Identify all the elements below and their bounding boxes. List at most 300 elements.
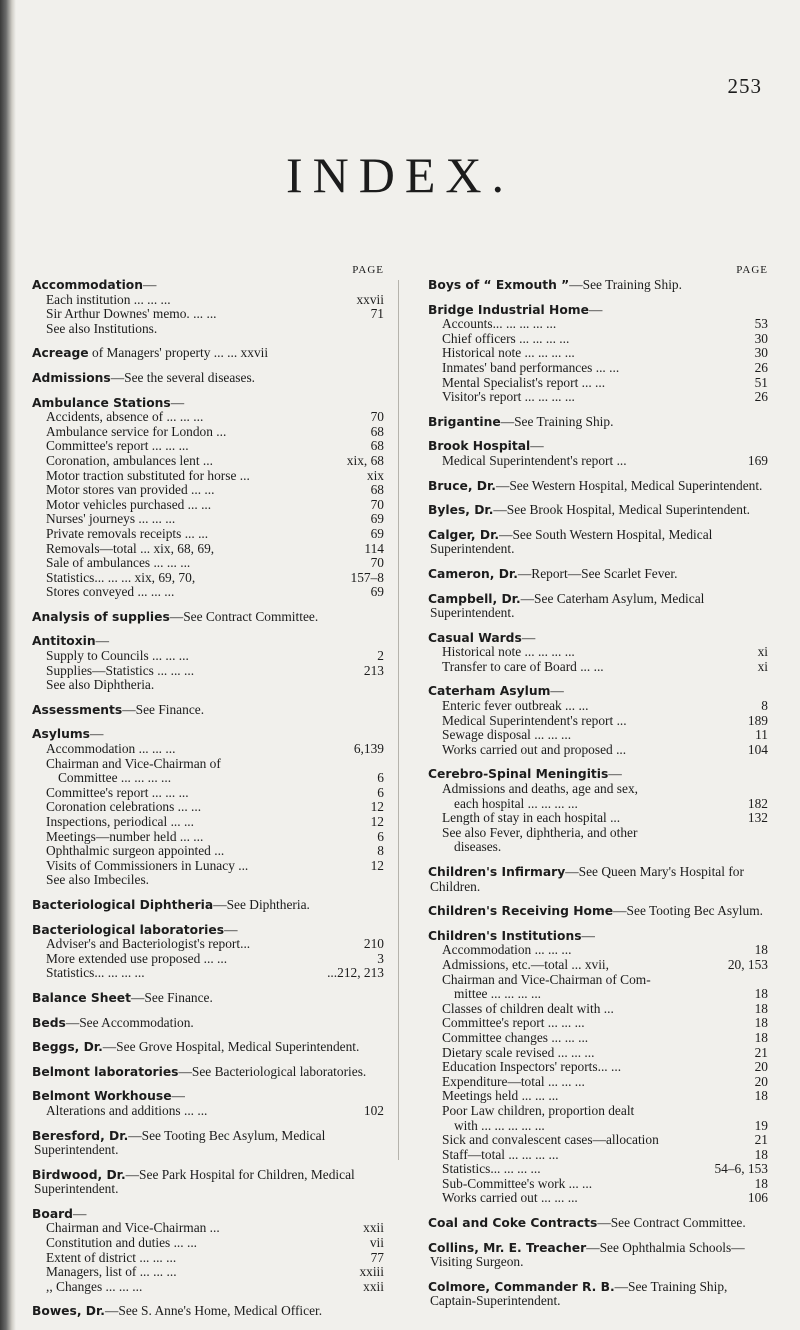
subentry-text: Poor Law children, proportion dealt [442,1102,635,1118]
page-reference: 18 [754,1015,768,1031]
index-entry-text: —See Training Ship. [500,413,614,429]
index-headword: Bruce, Dr. [428,478,496,493]
subentry-text: Motor traction substituted for horse ... [46,467,250,483]
index-entry-heading [430,631,768,646]
page-reference: 77 [370,1249,384,1265]
index-headword: Campbell, Dr. [428,591,521,606]
index-headword: Balance Sheet [32,990,132,1005]
index-entry-text: of Managers' property ... ... xxvii [88,345,269,361]
index-entry-text: — [550,683,564,699]
index-entry-heading [430,684,768,699]
index-entry-heading [34,923,384,938]
index-subentry [34,786,384,801]
index-column-right [430,262,768,1319]
page-reference: 18 [754,1146,768,1162]
page-reference: 70 [370,409,384,425]
subentry-text: Coronation, ambulances lent ... [46,452,213,468]
subentry-text: Stores conveyed ... ... ... [46,584,175,600]
index-subentry [34,742,384,757]
index-headword: Colmore, Commander R. B. [428,1279,615,1294]
page-reference: xxii [363,1278,384,1294]
page-reference: 12 [370,814,384,829]
subentry-text: Accidents, absence of ... ... ... [46,409,204,425]
index-headword: Bacteriological Diphtheria [32,897,214,912]
index-entry [34,1016,384,1031]
index-entry [34,396,384,600]
subentry-text: Chairman and Vice-Chairman of Com- [442,971,651,987]
index-headword: Belmont Workhouse [32,1089,172,1104]
index-headword: Bowes, Dr. [32,1304,105,1319]
index-entry-text: —See Accommodation. [65,1014,194,1030]
index-entry [430,567,768,582]
index-entry-text: —See South Western Hospital, Medical Superintendent. [430,526,713,557]
index-subentry [34,1221,384,1236]
page-reference: 6 [377,784,384,800]
page-reference: 18 [754,1000,768,1016]
subentry-text: Committee ... ... ... ... [58,770,172,786]
index-subentry [34,815,384,830]
index-subentry [430,973,768,988]
subentry-text: Inspections, periodical ... ... [46,814,195,829]
index-subentry [430,1177,768,1192]
subentry-text: Chairman and Vice-Chairman of [46,755,221,771]
subentry-text: Committee's report ... ... ... [442,1015,585,1031]
index-headword: Collins, Mr. E. Treacher [428,1240,587,1255]
index-entry [430,631,768,675]
index-headword: Beggs, Dr. [32,1040,103,1055]
index-entry-text: — [170,394,185,410]
subentry-text: Sale of ambulances ... ... ... [46,555,191,571]
index-subentry [430,361,768,376]
index-entry [34,634,384,692]
subentry-text: Supply to Councils ... ... ... [46,648,189,664]
subentry-text: Private removals receipts ... ... [46,525,209,541]
index-entries-right [430,278,768,1309]
index-subentry [34,771,384,786]
index-entry [430,592,768,621]
subentry-text: Ambulance service for London ... [46,423,227,439]
index-headword: Bridge Industrial Home [428,302,589,317]
index-entry [430,865,768,894]
index-entry [430,479,768,494]
index-entry-heading [430,1280,768,1309]
subentry-text: Length of stay in each hospital ... [442,810,621,826]
index-subentry [34,757,384,772]
index-entry-text: —See S. Anne's Home, Medical Officer. [104,1303,323,1319]
index-headword: Belmont laboratories [32,1064,179,1079]
subentry-text: Medical Superintendent's report ... [442,712,627,728]
page-reference: 20 [754,1059,768,1075]
subentry-text: See also Fever, diphtheria, and other [442,824,638,840]
index-entry-text: —Report—See Scarlet Fever. [517,565,678,581]
index-subentry [34,800,384,815]
subentry-text: Classes of children dealt with ... [442,1000,614,1016]
index-subentry [430,714,768,729]
page-reference: 18 [754,1175,768,1191]
index-entry-heading [430,479,768,494]
index-subentry [430,840,768,855]
index-entry [34,1129,384,1158]
page-reference: 19 [754,1117,768,1133]
index-subentry [430,811,768,826]
index-subentry [34,1280,384,1295]
page-reference: 169 [747,452,768,468]
index-entry [430,415,768,430]
index-entry [34,1207,384,1295]
index-subentry [34,664,384,679]
page-reference: 20 [754,1073,768,1089]
subentry-text: Each institution ... ... ... [46,291,171,307]
index-subentry [430,743,768,758]
index-subentry [34,498,384,513]
subentry-text: Sub-Committee's work ... ... [442,1175,593,1191]
index-entry-text: —See Contract Committee. [169,608,319,624]
page-reference: 12 [370,857,384,873]
index-subentry [34,454,384,469]
index-subentry [34,1251,384,1266]
index-headword: Birdwood, Dr. [32,1167,126,1182]
index-subentry [430,1046,768,1061]
index-entry-text: —See the several diseases. [110,369,256,385]
index-entry [34,1168,384,1197]
index-headword: Analysis of supplies [32,609,170,624]
page-number: 253 [727,74,762,98]
subentry-text: Statistics... ... ... ... [442,1161,541,1177]
index-subentry [430,1060,768,1075]
page-reference: 26 [754,359,768,375]
index-entry-text: — [588,301,603,317]
index-entry [34,1065,384,1080]
subentry-text: Managers, list of ... ... ... [46,1264,177,1280]
index-subentry [430,1089,768,1104]
page-reference: 210 [363,936,384,952]
index-subentry [34,1104,384,1119]
index-entry-text: —See Finance. [131,989,213,1005]
subentry-text: Enteric fever outbreak ... ... [442,698,589,714]
index-entry [430,439,768,468]
index-headword: Asylums [32,727,90,742]
page-reference: 68 [370,482,384,498]
index-subentry [34,293,384,308]
subentry-text: Meetings—number held ... ... [46,828,204,844]
page-reference: 213 [363,662,384,678]
index-entry [34,346,384,361]
index-subentry [34,322,384,337]
index-subentry [34,527,384,542]
index-subentry [34,585,384,600]
subentry-text: Motor stores van provided ... ... [46,482,215,498]
index-entry-heading [34,1168,384,1197]
page-reference: 106 [747,1190,768,1206]
index-subentry [430,1104,768,1119]
index-entry [34,727,384,888]
index-subentry [34,410,384,425]
index-entries-left [34,278,384,1319]
page-reference: 6,139 [353,741,384,757]
subentry-text: Accounts... ... ... ... ... [442,316,557,332]
index-subentry [430,1191,768,1206]
index-subentry [34,1236,384,1251]
index-entry-heading [34,1304,384,1319]
index-subentry [430,1031,768,1046]
page-reference: 30 [754,345,768,361]
index-subentry [34,483,384,498]
subentry-text: Mental Specialist's report ... ... [442,374,606,390]
index-subentry [34,952,384,967]
index-headword: Bacteriological laboratories [32,922,225,937]
index-entry [34,278,384,336]
index-entry [34,923,384,981]
page-reference: 26 [754,389,768,405]
subentry-text: Admissions and deaths, age and sex, [442,781,638,797]
subentry-text: Supplies—Statistics ... ... ... [46,662,195,678]
page-reference: 18 [754,942,768,958]
index-entry-heading [430,1241,768,1270]
index-entry-text: —See Grove Hospital, Medical Superintendent. [102,1039,360,1055]
index-entry [34,1089,384,1118]
index-subentry [430,958,768,973]
index-subentry [430,728,768,743]
index-entry-heading [430,415,768,430]
index-entry-text: — [530,438,544,454]
subentry-text: Chief officers ... ... ... ... [442,330,570,346]
index-entry-heading [34,991,384,1006]
page-reference: 114 [364,540,384,556]
index-headword: Byles, Dr. [428,503,494,518]
index-entry [34,898,384,913]
index-entry [34,991,384,1006]
index-entry-heading [430,278,768,293]
index-entry-heading [34,278,384,293]
page-reference: 69 [370,511,384,527]
index-subentry [430,454,768,469]
page-reference: xi [757,644,768,660]
page-reference: 18 [754,1088,768,1104]
index-entry-heading [34,703,384,718]
subentry-text: Sick and convalescent cases—allocation [442,1132,659,1148]
column-divider [398,280,399,1160]
index-entry-heading [430,865,768,894]
index-headword: Calger, Dr. [428,527,500,542]
subentry-text: Adviser's and Bacteriologist's report... [46,936,251,952]
index-entry-text: —See Diphtheria. [213,896,310,912]
index-entry-text: —See Park Hospital for Children, Medical Superintendent. [34,1166,355,1197]
index-entry [34,371,384,386]
page-reference: 70 [370,555,384,571]
subentry-text: Visitor's report ... ... ... ... [442,389,575,405]
index-headword: Coal and Coke Contracts [428,1216,598,1231]
index-entry-text: — [143,277,157,292]
page-reference: 20, 153 [727,956,768,972]
subentry-text: each hospital ... ... ... ... [454,795,578,811]
page-reference: 54–6, 153 [714,1161,768,1177]
index-entry-heading [430,592,768,621]
page-reference: vii [369,1235,384,1251]
subentry-text: Statistics... ... ... ... [46,965,145,981]
index-headword: Caterham Asylum [428,684,551,699]
subentry-text: Accommodation ... ... ... [46,741,176,757]
index-subentry [34,966,384,981]
subentry-text: Statistics... ... ... xix, 69, 70, [46,569,196,585]
page-reference: 51 [754,374,768,390]
index-subentry [34,542,384,557]
index-subentry [430,1162,768,1177]
index-entry-heading [430,303,768,318]
index-entry-heading [34,396,384,411]
page-reference: xxiii [359,1264,384,1280]
index-entry-heading [430,929,768,944]
index-headword: Acreage [32,346,89,361]
index-headword: Accommodation [32,278,144,292]
index-subentry [430,332,768,347]
index-subentry [430,346,768,361]
index-entry-heading [34,1129,384,1158]
subentry-text: Dietary scale revised ... ... ... [442,1044,595,1060]
index-entry [34,610,384,625]
index-subentry [34,873,384,888]
index-subentry [34,307,384,322]
index-column-left [34,262,384,1329]
page-reference: 11 [755,727,768,743]
index-entry [430,1241,768,1270]
index-subentry [34,1265,384,1280]
index-subentry [34,830,384,845]
index-headword: Children's Receiving Home [428,904,614,919]
page-reference: 6 [377,828,384,844]
subentry-text: Accommodation ... ... ... [442,942,572,958]
page-reference: 70 [370,496,384,512]
index-subentry [430,987,768,1002]
index-entry-text: —See Tooting Bec Asylum. [613,903,763,919]
subentry-text: Historical note ... ... ... ... [442,345,575,361]
page-reference: 182 [747,795,768,811]
index-subentry [34,439,384,454]
subentry-text: Coronation celebrations ... ... [46,799,202,815]
index-entry-heading [34,1065,384,1080]
index-entry-text: —See Tooting Bec Asylum, Medical Superintendent. [34,1127,326,1158]
index-entry [430,767,768,855]
index-subentry [34,556,384,571]
page-reference: xxii [363,1220,384,1236]
index-headword: Children's Institutions [428,928,582,943]
page-reference: 6 [377,770,384,786]
index-subentry [34,844,384,859]
page-column-header: PAGE [736,264,768,276]
page-reference: 21 [754,1132,768,1148]
index-entry-heading [430,767,768,782]
subentry-text: See also Imbeciles. [46,872,149,888]
page-reference: 18 [754,1029,768,1045]
index-entry [430,303,768,405]
index-entry [430,929,768,1206]
subentry-text: Committee's report ... ... ... [46,784,189,800]
index-subentry [430,826,768,841]
page-reference: xix [366,467,384,483]
page-reference: 71 [370,306,384,322]
subentry-text: with ... ... ... ... ... [454,1117,545,1133]
subentry-text: Historical note ... ... ... ... [442,644,575,660]
index-entry-text: — [581,927,595,943]
page-title: INDEX. [285,147,515,203]
index-entry-text: —See Finance. [122,701,205,717]
subentry-text: Committee changes ... ... ... [442,1029,589,1045]
page-reference: 3 [377,950,384,966]
subentry-text: Expenditure—total ... ... ... [442,1073,585,1089]
subentry-text: Works carried out ... ... ... [442,1190,578,1206]
page-reference: 18 [754,986,768,1002]
subentry-text: Chairman and Vice-Chairman ... [46,1220,220,1236]
index-entry [34,1040,384,1055]
index-entry-text: — [95,633,109,649]
subentry-text: Alterations and additions ... ... [46,1102,208,1118]
subentry-text: Sewage disposal ... ... ... [442,727,572,743]
subentry-text: diseases. [454,839,502,855]
subentry-text: Nurses' journeys ... ... ... [46,511,176,527]
index-subentry [430,317,768,332]
page-reference: 69 [370,525,384,541]
subentry-text: Transfer to care of Board ... ... [442,658,604,674]
index-entry [430,278,768,293]
page-reference: 68 [370,423,384,439]
subentry-text: Sir Arthur Downes' memo. ... ... [46,306,217,322]
index-headword: Brook Hospital [428,439,531,454]
index-headword: Antitoxin [32,634,96,649]
subentry-text: Meetings held ... ... ... [442,1088,559,1104]
index-headword: Admissions [32,370,111,385]
index-entry-text: —See Caterham Asylum, Medical Superintendent. [430,590,705,621]
index-entry-heading [430,503,768,518]
index-subentry [34,937,384,952]
index-entry [430,1280,768,1309]
index-headword: Cerebro-Spinal Meningitis [428,767,609,782]
index-entry-heading [34,727,384,742]
subentry-text: See also Diphtheria. [46,677,155,693]
page-reference: 8 [377,843,384,859]
index-subentry [34,859,384,874]
page-reference: 104 [747,741,768,757]
index-headword: Beds [32,1015,66,1030]
index-headword: Assessments [32,702,123,717]
page-reference: 68 [370,438,384,454]
index-entry [430,904,768,919]
index-entry [430,1216,768,1231]
index-entry-heading [34,1016,384,1031]
index-subentry [430,376,768,391]
index-subentry [34,512,384,527]
page-reference: 21 [754,1044,768,1060]
index-entry-text: — [171,1088,185,1104]
index-subentry [430,782,768,797]
index-entry-heading [34,1040,384,1055]
index-entry-text: —See Ophthalmia Schools—Visiting Surgeon. [430,1239,745,1270]
subentry-text: ,, Changes ... ... ... [46,1278,143,1294]
index-subentry [34,678,384,693]
index-entry-heading [430,528,768,557]
page-reference: 30 [754,330,768,346]
index-entry-heading [34,371,384,386]
subentry-text: Committee's report ... ... ... [46,438,189,454]
subentry-text: Admissions, etc.—total ... xvii, [442,956,610,972]
subentry-text: Works carried out and proposed ... [442,741,627,757]
index-entry-text: —See Queen Mary's Hospital for Children. [430,864,744,894]
index-entry [430,684,768,757]
index-headword: Ambulance Stations [32,395,171,410]
page-reference: xxvii [356,291,384,307]
index-subentry [430,390,768,405]
index-entry-heading [34,634,384,649]
index-entry-heading [34,1089,384,1104]
index-entry-heading [34,610,384,625]
